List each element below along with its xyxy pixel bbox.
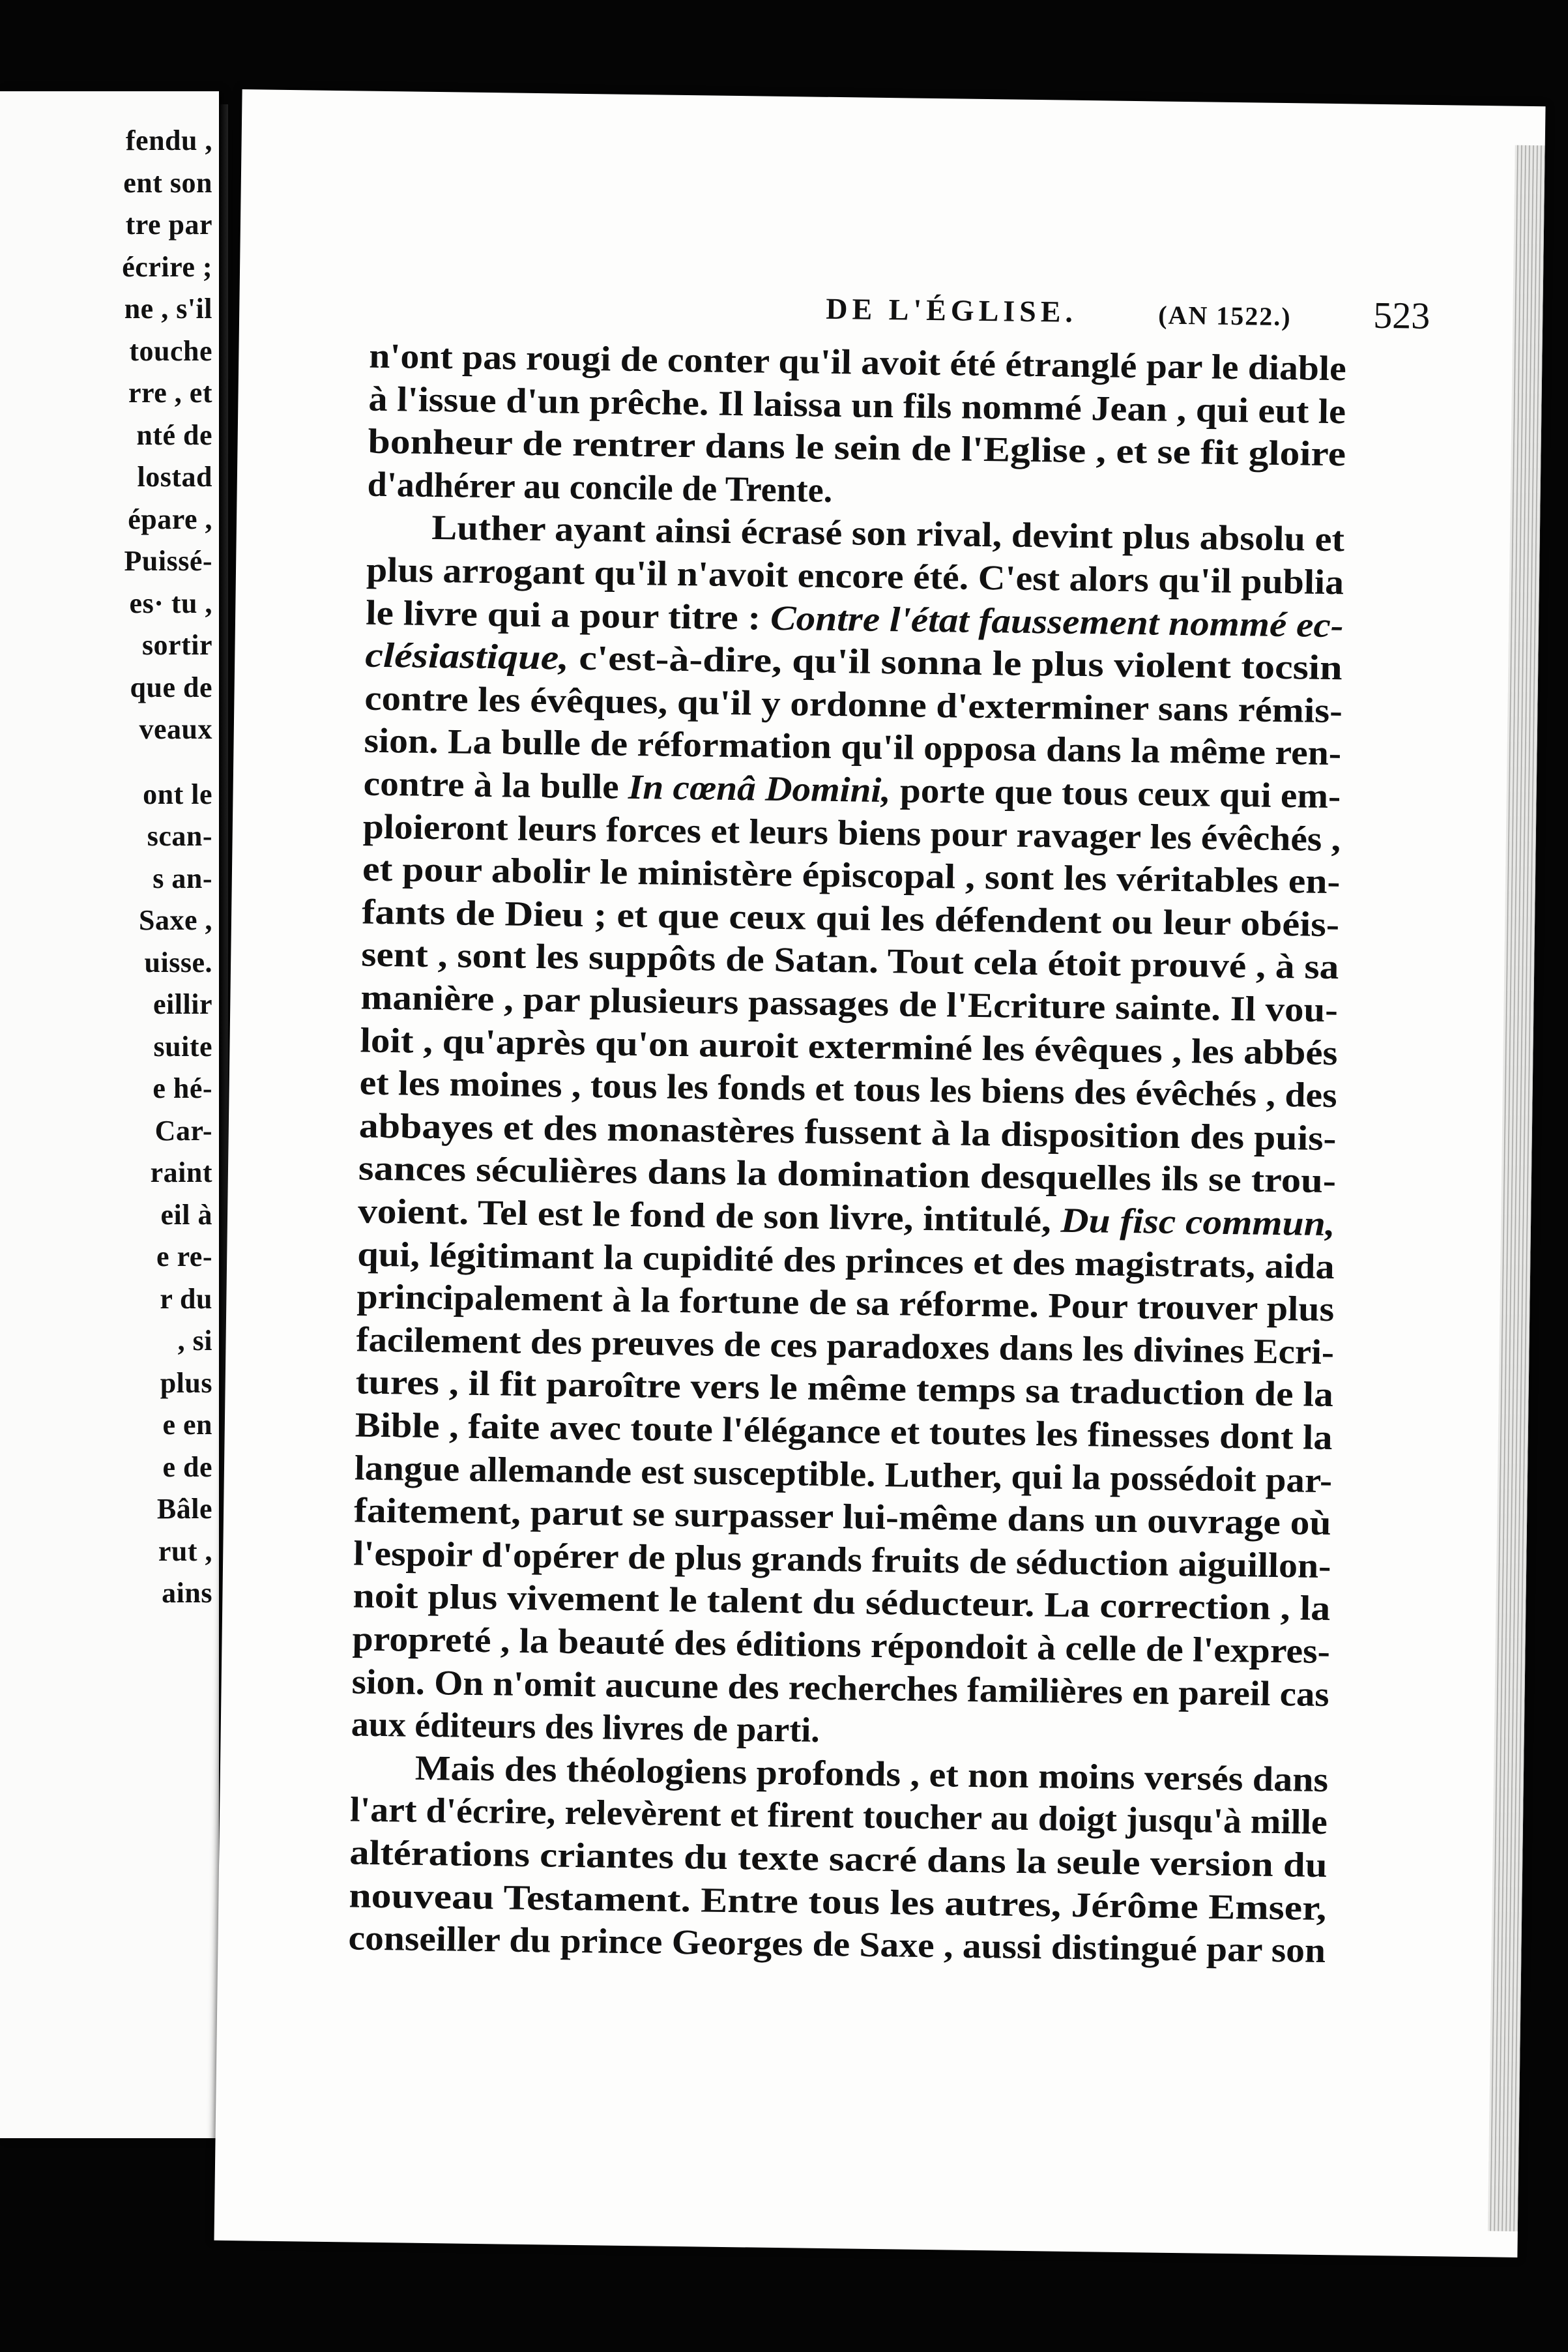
previous-page-line: s an-: [152, 862, 212, 894]
text-line: sent , sont les suppôts de Satan. Tout cela étoit prouvé , à sa: [360, 934, 1339, 987]
previous-page-line: ont le: [143, 778, 212, 810]
text-line: abbayes et des monastères fussent à la disposition des puis-: [358, 1106, 1337, 1158]
text-line: Luther ayant ainsi écrasé son rival, devint plus absolu et: [431, 508, 1345, 559]
text-line: et les moines , tous les fonds et tous les biens des évêchés , des: [359, 1063, 1338, 1115]
text-line: sances séculières dans la domination desquelles ils se trou-: [358, 1148, 1337, 1201]
text-line: à l'issue d'un prêche. Il laissa un fils nommé Jean , qui eut le: [368, 379, 1346, 431]
previous-page: [0, 91, 219, 2138]
text-line: l'espoir d'opérer de plus grands fruits de séduction aiguillon-: [353, 1533, 1331, 1585]
previous-page-line: , si: [177, 1325, 212, 1357]
previous-page-line: veaux: [139, 713, 212, 745]
text-line: manière , par plusieurs passages de l'Ecriture sainte. Il vou-: [360, 977, 1339, 1030]
previous-page-line: suite: [153, 1030, 212, 1063]
text-line: facilement des preuves de ces paradoxes dans les divines Ecri-: [356, 1319, 1335, 1372]
previous-page-line: tre par: [125, 209, 212, 241]
previous-page-line: scan-: [147, 820, 212, 852]
previous-page-line: Puissé-: [124, 545, 212, 577]
text-line: contre les évêques, qu'il y ordonne d'exterminer sans rémis-: [364, 678, 1343, 731]
text-line: Mais des théologiens profonds , et non moins versés dans: [414, 1748, 1329, 1799]
text-line: contre à la bulle In cœnâ Domini, porte que tous ceux qui em-: [363, 763, 1341, 816]
text-line: principalement à la fortune de sa réforme. Pour trouver plus: [356, 1276, 1335, 1329]
page-number: 523: [1372, 293, 1430, 337]
text-line: le livre qui a pour titre : Contre l'état faussement nommé ec-: [365, 593, 1344, 645]
previous-page-line: ent son: [123, 166, 212, 199]
text-line: qui, légitimant la cupidité des princes et des magistrats, aida: [356, 1234, 1335, 1286]
previous-page-line: sortir: [141, 629, 212, 661]
previous-page-line: Bâle: [156, 1493, 212, 1525]
text-line: faitement, parut se surpasser lui-même dans un ouvrage où: [353, 1490, 1331, 1543]
previous-page-line: fendu ,: [125, 125, 212, 156]
previous-page-line: raint: [150, 1156, 212, 1188]
text-line: fants de Dieu ; et que ceux qui les défendent ou leur obéis-: [361, 892, 1340, 944]
previous-page-line: épare ,: [128, 503, 212, 535]
text-line: ploieront leurs forces et leurs biens pour ravager les évêchés ,: [362, 806, 1341, 859]
page-edge: [1488, 145, 1545, 2231]
text-line: altérations criantes du texte sacré dans la seule version du: [349, 1832, 1328, 1885]
previous-page-line: ne , s'il: [124, 293, 212, 325]
previous-page-line: rut ,: [158, 1535, 212, 1567]
text-line: Bible , faite avec toute l'élégance et toutes les finesses dont la: [355, 1405, 1333, 1458]
previous-page-line: e de: [162, 1450, 212, 1483]
text-line: langue allemande est susceptible. Luther, qui la possédoit par-: [354, 1448, 1333, 1500]
previous-page-line: uisse.: [144, 946, 212, 978]
previous-page-line: e hé-: [152, 1072, 212, 1104]
text-line: propreté , la beauté des éditions répondoit à celle de l'expres-: [352, 1619, 1331, 1671]
previous-page-line: lostad: [137, 461, 212, 493]
previous-page-line: eil à: [160, 1198, 212, 1231]
text-line: et pour abolir le ministère épiscopal , sont les véritables en-: [362, 849, 1341, 902]
previous-page-line: écrire ;: [122, 250, 212, 283]
text-line: d'adhérer au concile de Trente.: [367, 464, 833, 510]
running-head-year: (AN 1522.): [1157, 300, 1292, 332]
text-line: conseiller du prince Georges de Saxe , aussi distingué par son: [348, 1918, 1326, 1971]
previous-page-line: Saxe ,: [139, 904, 212, 936]
text-line: loit , qu'après qu'on auroit exterminé les évêques , les abbés: [360, 1020, 1338, 1072]
previous-page-line: rre , et: [128, 377, 212, 409]
text-line: sion. La bulle de réformation qu'il opposa dans la même ren-: [364, 720, 1342, 773]
running-head-title: DE L'ÉGLISE.: [826, 291, 1078, 329]
text-line: tures , il fit paroître vers le même temps sa traduction de la: [355, 1362, 1334, 1415]
previous-page-line: eillir: [153, 988, 212, 1020]
previous-page-line: e re-: [156, 1241, 212, 1272]
previous-page-line: e en: [162, 1409, 212, 1441]
text-line: noit plus vivement le talent du séducteur. La correction , la: [353, 1576, 1331, 1628]
text-line: l'art d'écrire, relevèrent et firent toucher au doigt jusqu'à mille: [349, 1789, 1328, 1842]
previous-page-line: r du: [160, 1282, 212, 1315]
text-line: bonheur de rentrer dans le sein de l'Eglise , et se fit gloire: [368, 421, 1346, 474]
previous-page-line: es· tu ,: [129, 587, 212, 619]
text-line: sion. On n'omit aucune des recherches familières en pareil cas: [351, 1662, 1329, 1714]
text-line: n'ont pas rougi de conter qu'il avoit été étranglé par le diable: [368, 336, 1347, 389]
text-line: clésiastique, c'est-à-dire, qu'il sonna le plus violent tocsin: [364, 635, 1343, 688]
previous-page-line: plus: [160, 1366, 212, 1399]
text-line: aux éditeurs des livres de parti.: [351, 1704, 820, 1750]
previous-page-line: touche: [129, 334, 212, 367]
book-page: [214, 89, 1545, 2257]
text-line: plus arrogant qu'il n'avoit encore été. C'est alors qu'il publia: [366, 550, 1344, 602]
text-line: voient. Tel est le fond de son livre, intitulé, Du fisc commun,: [357, 1191, 1335, 1244]
text-line: nouveau Testament. Entre tous les autres, Jérôme Emser,: [349, 1875, 1327, 1928]
previous-page-line: ains: [162, 1577, 212, 1609]
previous-page-line: Car-: [154, 1114, 212, 1147]
previous-page-line: nté de: [136, 419, 212, 451]
previous-page-line: que de: [130, 671, 212, 703]
